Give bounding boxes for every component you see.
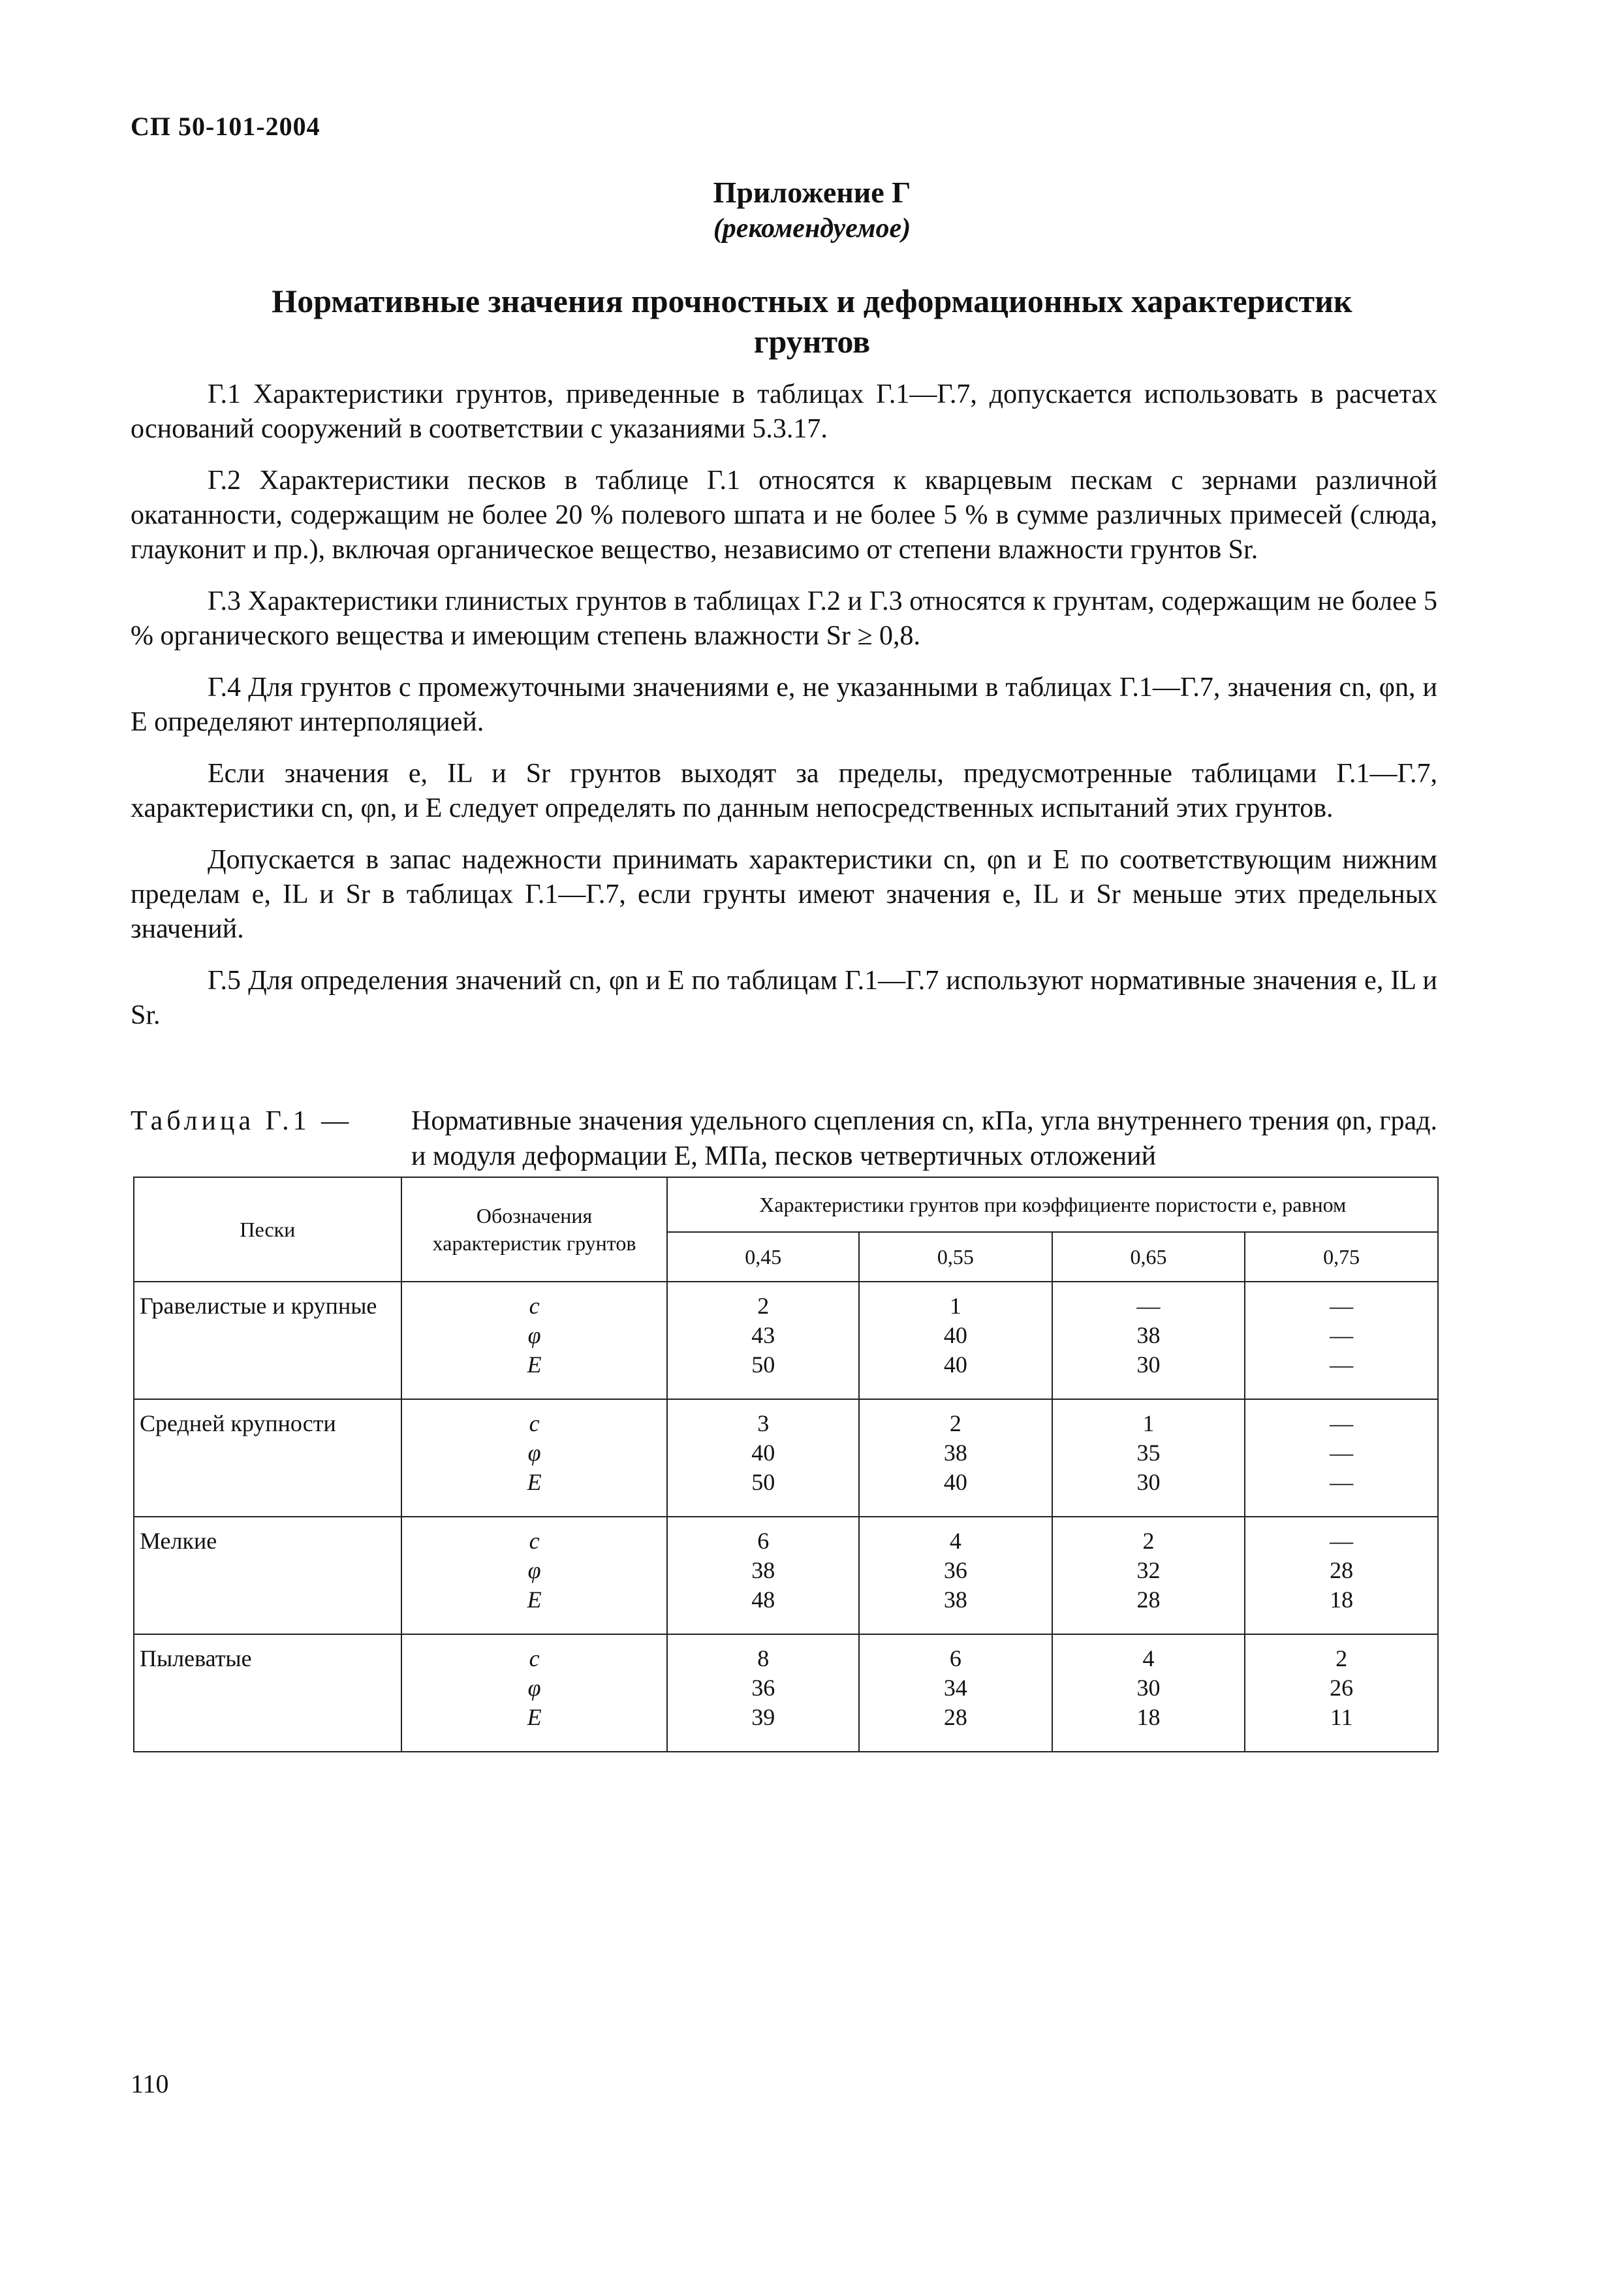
symbol-label: c bbox=[529, 1645, 540, 1671]
value: 35 bbox=[1136, 1440, 1161, 1466]
value-cell bbox=[667, 1634, 859, 1752]
value-cell bbox=[1052, 1517, 1245, 1634]
symbol-cell bbox=[401, 1282, 668, 1399]
value: 6 bbox=[949, 1645, 961, 1671]
table-row bbox=[134, 1634, 1438, 1752]
paragraph: Г.1 Характеристики грунтов, приведенные в таблицах Г.1—Г.7, допускается использовать в расчетах оснований сооружений в соответствии с указаниями 5.3.17. bbox=[131, 379, 1437, 444]
value: 50 bbox=[751, 1352, 775, 1378]
value: 30 bbox=[1136, 1469, 1161, 1495]
paragraph: Г.5 Для определения значений cn, φn и E по таблицам Г.1—Г.7 используют нормативные значения e, IL и Sr. bbox=[131, 966, 1437, 1030]
value-cell bbox=[667, 1517, 859, 1634]
value-cell bbox=[1245, 1634, 1438, 1752]
symbol-label: φ bbox=[527, 1675, 541, 1701]
value-cell bbox=[859, 1517, 1052, 1634]
header-e-value: 0,65 bbox=[1052, 1232, 1245, 1282]
value: 43 bbox=[751, 1322, 775, 1348]
soil-table bbox=[133, 1177, 1439, 1752]
table-caption-text: Нормативные значения удельного сцепления cn, кПа, угла внутреннего трения φn, град. и модуля деформации E, МПа, песков четвертичных отложений bbox=[411, 1106, 1437, 1171]
symbol-label: φ bbox=[527, 1557, 541, 1583]
value-cell bbox=[1245, 1399, 1438, 1517]
value: — bbox=[1136, 1293, 1161, 1319]
value: 18 bbox=[1330, 1587, 1354, 1613]
value: 4 bbox=[949, 1528, 961, 1554]
symbol-label: φ bbox=[527, 1322, 541, 1348]
value-cell bbox=[667, 1282, 859, 1399]
value: 26 bbox=[1330, 1675, 1354, 1701]
page-number: 110 bbox=[131, 2069, 169, 2098]
value-cell bbox=[1245, 1282, 1438, 1399]
value: 2 bbox=[949, 1410, 961, 1436]
value: 40 bbox=[943, 1469, 967, 1495]
symbol-cell bbox=[401, 1634, 668, 1752]
value-cell bbox=[859, 1634, 1052, 1752]
value: 3 bbox=[757, 1410, 770, 1436]
value: 1 bbox=[1142, 1410, 1155, 1436]
appendix-subtitle: (рекомендуемое) bbox=[713, 213, 911, 244]
header-soil: Пески bbox=[134, 1177, 401, 1282]
value: 4 bbox=[1142, 1645, 1155, 1671]
main-title: Нормативные значения прочностных и деформационных характеристик грунтов bbox=[272, 283, 1352, 360]
value: 38 bbox=[943, 1440, 967, 1466]
symbol-label: c bbox=[529, 1293, 540, 1319]
header-e-value: 0,55 bbox=[859, 1232, 1052, 1282]
value: 2 bbox=[1142, 1528, 1155, 1554]
paragraph: Г.4 Для грунтов с промежуточными значениями e, не указанными в таблицах Г.1—Г.7, значения cn, φn, и E определяют интерполяцией. bbox=[131, 672, 1437, 737]
value: — bbox=[1330, 1440, 1354, 1466]
soil-name-cell: Средней крупности bbox=[134, 1399, 401, 1517]
table-caption-label: Таблица Г.1 — bbox=[131, 1106, 353, 1136]
paragraph: Если значения e, IL и Sr грунтов выходят за пределы, предусмотренные таблицами Г.1—Г.7, характеристики cn, φn, и E следует определять по данным непосредственных испытаний этих грунтов. bbox=[131, 759, 1437, 823]
paragraph: Г.3 Характеристики глинистых грунтов в таблицах Г.2 и Г.3 относятся к грунтам, содержащим не более 5 % органического вещества и имеющим степень влажности Sr ≥ 0,8. bbox=[131, 586, 1437, 651]
value: 8 bbox=[757, 1645, 770, 1671]
table-row bbox=[134, 1282, 1438, 1399]
value: 32 bbox=[1136, 1557, 1161, 1583]
value: 30 bbox=[1136, 1352, 1161, 1378]
value: 48 bbox=[751, 1587, 775, 1613]
value: 34 bbox=[943, 1675, 967, 1701]
value: 38 bbox=[751, 1557, 775, 1583]
value: 38 bbox=[1136, 1322, 1161, 1348]
header-e-value: 0,75 bbox=[1245, 1232, 1438, 1282]
symbol-cell bbox=[401, 1517, 668, 1634]
table-row bbox=[134, 1399, 1438, 1517]
symbol-cell bbox=[401, 1399, 668, 1517]
value: 6 bbox=[757, 1528, 770, 1554]
symbol-label: E bbox=[527, 1352, 542, 1378]
appendix-title: Приложение Г bbox=[713, 176, 911, 209]
value-cell bbox=[859, 1399, 1052, 1517]
value: 28 bbox=[1330, 1557, 1354, 1583]
body-text bbox=[131, 377, 1437, 1050]
value: 40 bbox=[943, 1322, 967, 1348]
soil-name-cell: Гравелистые и крупные bbox=[134, 1282, 401, 1399]
value-cell bbox=[1052, 1282, 1245, 1399]
value: 39 bbox=[751, 1704, 775, 1730]
header-symbols: Обозначения характеристик грунтов bbox=[401, 1177, 668, 1282]
value-cell bbox=[859, 1282, 1052, 1399]
value-cell bbox=[1245, 1517, 1438, 1634]
value: 28 bbox=[1136, 1587, 1161, 1613]
value: 40 bbox=[751, 1440, 775, 1466]
value: 1 bbox=[949, 1293, 961, 1319]
doc-code: СП 50-101-2004 bbox=[131, 112, 320, 141]
symbol-label: E bbox=[527, 1704, 542, 1730]
value-cell bbox=[1052, 1634, 1245, 1752]
value-cell bbox=[1052, 1399, 1245, 1517]
symbol-label: φ bbox=[527, 1440, 541, 1466]
value: 40 bbox=[943, 1352, 967, 1378]
value: — bbox=[1330, 1293, 1354, 1319]
header-characteristics: Характеристики грунтов при коэффициенте пористости e, равном bbox=[667, 1177, 1438, 1232]
value: — bbox=[1330, 1410, 1354, 1436]
soil-name-cell: Пылеватые bbox=[134, 1634, 401, 1752]
header-e-value: 0,45 bbox=[667, 1232, 859, 1282]
value: 2 bbox=[1335, 1645, 1348, 1671]
soil-name-cell: Мелкие bbox=[134, 1517, 401, 1634]
value-cell bbox=[667, 1399, 859, 1517]
symbol-label: E bbox=[527, 1587, 542, 1613]
value: — bbox=[1330, 1528, 1354, 1554]
symbol-label: E bbox=[527, 1469, 542, 1495]
paragraph: Допускается в запас надежности принимать характеристики cn, φn и E по соответствующим нижним пределам e, IL и Sr в таблицах Г.1—Г.7, если грунты имеют значения e, IL и Sr меньше этих предельных значений. bbox=[131, 845, 1437, 944]
value: — bbox=[1330, 1322, 1354, 1348]
value: 50 bbox=[751, 1469, 775, 1495]
symbol-label: c bbox=[529, 1410, 540, 1436]
value: 11 bbox=[1330, 1704, 1353, 1730]
value: — bbox=[1330, 1352, 1354, 1378]
value: 38 bbox=[943, 1587, 967, 1613]
value: 28 bbox=[943, 1704, 967, 1730]
symbol-label: c bbox=[529, 1528, 540, 1554]
value: 2 bbox=[757, 1293, 770, 1319]
value: 36 bbox=[943, 1557, 967, 1583]
value: — bbox=[1330, 1469, 1354, 1495]
paragraph: Г.2 Характеристики песков в таблице Г.1 относятся к кварцевым пескам с зернами различной окатанности, содержащим не более 20 % полевого шпата и не более 5 % в сумме различных примесей (слюда, глауконит и пр.), включая органическое вещество, независимо от степени влажности грунтов Sr. bbox=[131, 466, 1437, 565]
value: 18 bbox=[1136, 1704, 1161, 1730]
table-row bbox=[134, 1517, 1438, 1634]
value: 30 bbox=[1136, 1675, 1161, 1701]
value: 36 bbox=[751, 1675, 775, 1701]
